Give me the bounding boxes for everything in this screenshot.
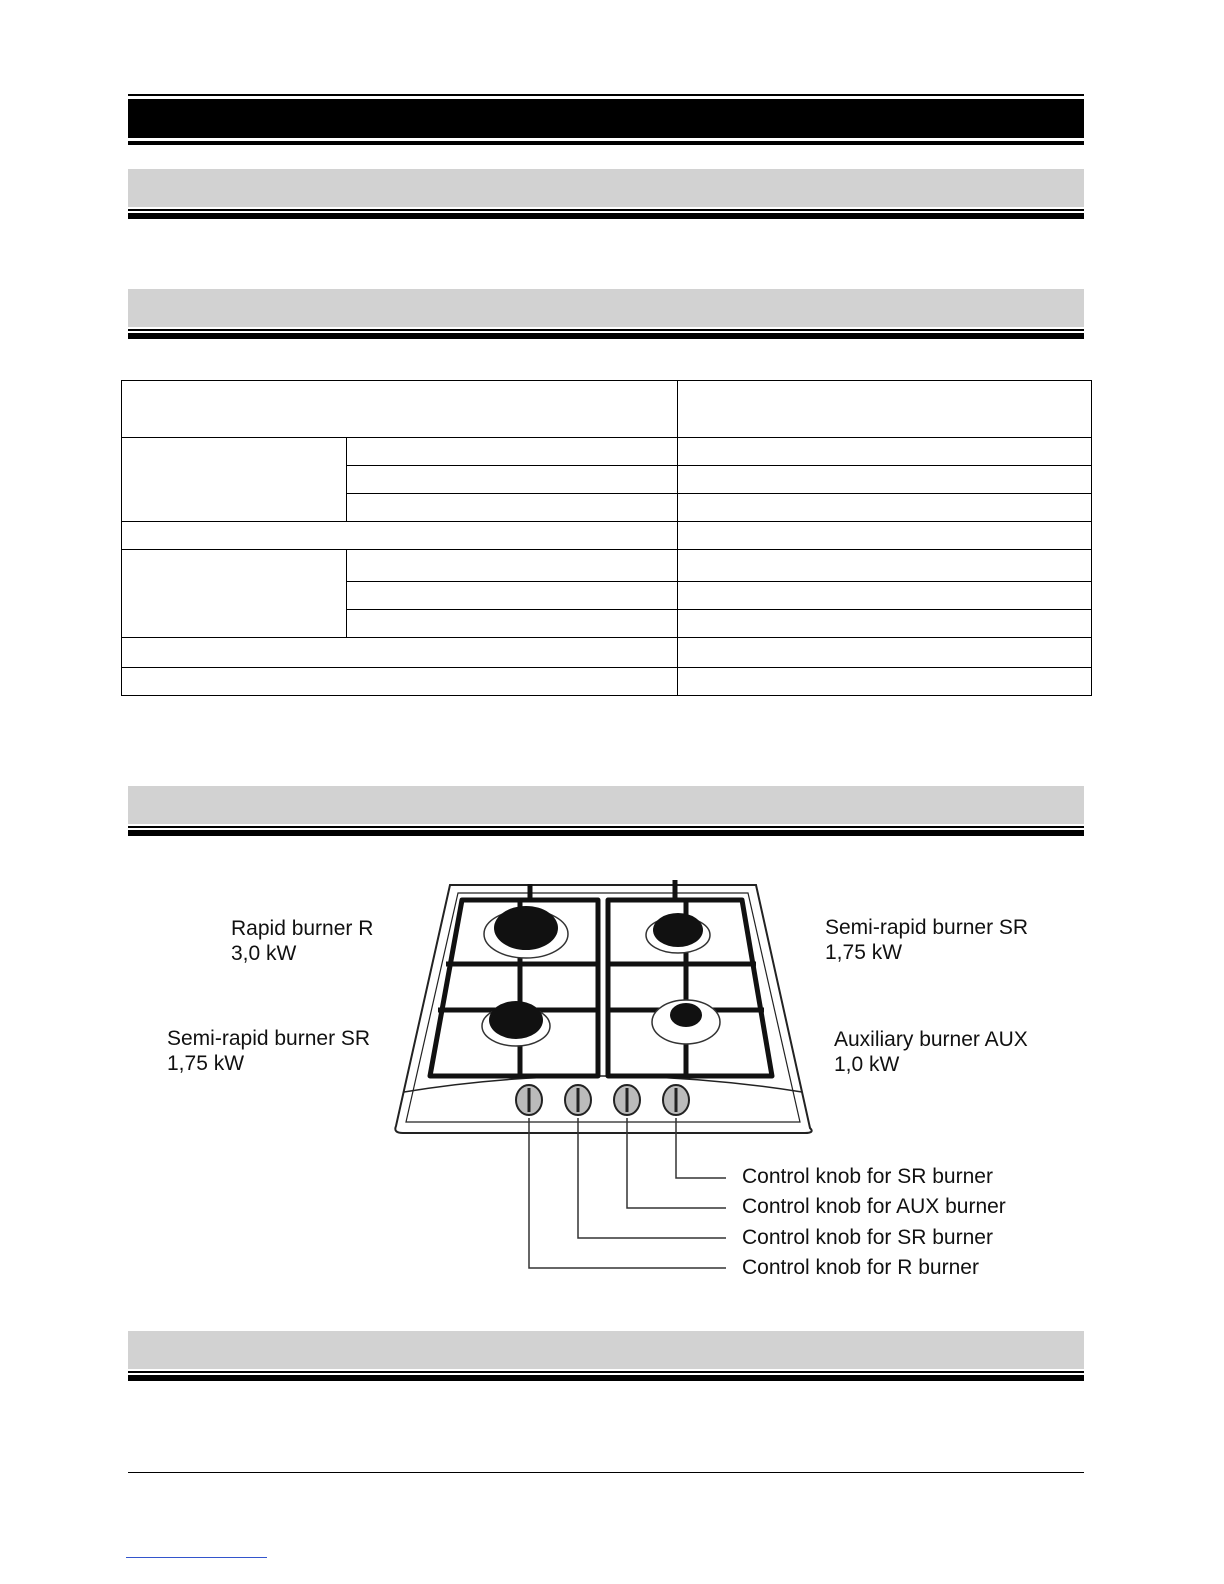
burner-name: Rapid burner R bbox=[231, 917, 374, 940]
table-cell bbox=[678, 582, 1092, 610]
specification-table bbox=[121, 380, 1092, 696]
table-cell bbox=[678, 638, 1092, 668]
section-header-3 bbox=[128, 786, 1084, 836]
section-header-4 bbox=[128, 1331, 1084, 1381]
table-cell bbox=[122, 550, 347, 638]
burner-power: 1,75 kW bbox=[825, 941, 903, 964]
control-knob-sr-right-icon bbox=[663, 1085, 689, 1115]
label-rapid-burner bbox=[231, 916, 373, 966]
title-rule-bottom bbox=[128, 141, 1084, 145]
title-bar bbox=[128, 94, 1084, 148]
table-cell bbox=[347, 494, 678, 522]
section-header-2 bbox=[128, 289, 1084, 339]
table-cell bbox=[678, 668, 1092, 696]
table-cell bbox=[678, 494, 1092, 522]
table-cell bbox=[678, 610, 1092, 638]
control-knob-sr-left-icon bbox=[565, 1085, 591, 1115]
table-cell bbox=[347, 582, 678, 610]
table-cell bbox=[347, 610, 678, 638]
table-cell bbox=[678, 550, 1092, 582]
table-cell bbox=[347, 466, 678, 494]
table-cell bbox=[122, 668, 678, 696]
table-cell bbox=[678, 438, 1092, 466]
label-knob-sr-left: Control knob for SR burner bbox=[742, 1226, 993, 1249]
burner-power: 3,0 kW bbox=[231, 942, 297, 965]
table-cell bbox=[122, 638, 678, 668]
burner-name: Semi-rapid burner SR bbox=[825, 916, 1029, 939]
table-row bbox=[122, 522, 1092, 550]
table-row bbox=[122, 438, 1092, 466]
title-rule-top bbox=[128, 94, 1084, 96]
knob-leader-lines bbox=[529, 1118, 726, 1268]
burner-name: Semi-rapid burner SR bbox=[167, 1027, 371, 1050]
label-knob-sr-right: Control knob for SR burner bbox=[742, 1165, 993, 1188]
table-cell bbox=[347, 438, 678, 466]
table-row bbox=[122, 668, 1092, 696]
burner-power: 1,75 kW bbox=[167, 1052, 245, 1075]
label-knob-r: Control knob for R burner bbox=[742, 1256, 979, 1279]
label-semi-rapid-burner-bottom bbox=[167, 1026, 370, 1076]
control-knob-r-icon bbox=[516, 1085, 542, 1115]
table-cell bbox=[678, 381, 1092, 438]
burner-auxiliary-aux bbox=[652, 1000, 720, 1044]
table-row bbox=[122, 550, 1092, 582]
burner-name: Auxiliary burner AUX bbox=[834, 1028, 1028, 1051]
footer-rule bbox=[128, 1472, 1084, 1473]
table-cell bbox=[122, 381, 678, 438]
table-header-row bbox=[122, 381, 1092, 438]
table-cell bbox=[347, 550, 678, 582]
label-knob-aux: Control knob for AUX burner bbox=[742, 1195, 1006, 1218]
table-cell bbox=[678, 522, 1092, 550]
burner-semi-rapid-sr-top bbox=[646, 913, 710, 953]
table-cell bbox=[122, 438, 347, 522]
table-cell bbox=[678, 466, 1092, 494]
burner-power: 1,0 kW bbox=[834, 1053, 900, 1076]
knobs bbox=[516, 1085, 689, 1115]
table-cell bbox=[122, 522, 678, 550]
label-auxiliary-burner bbox=[834, 1027, 1028, 1077]
hob-diagram bbox=[120, 860, 1100, 1300]
title-fill bbox=[128, 99, 1084, 138]
footer-link-underline[interactable] bbox=[126, 1557, 267, 1558]
control-knob-aux-icon bbox=[614, 1085, 640, 1115]
section-header-1 bbox=[128, 169, 1084, 219]
label-semi-rapid-burner-top bbox=[825, 915, 1028, 965]
burner-rapid-r bbox=[484, 906, 568, 958]
table-row bbox=[122, 638, 1092, 668]
